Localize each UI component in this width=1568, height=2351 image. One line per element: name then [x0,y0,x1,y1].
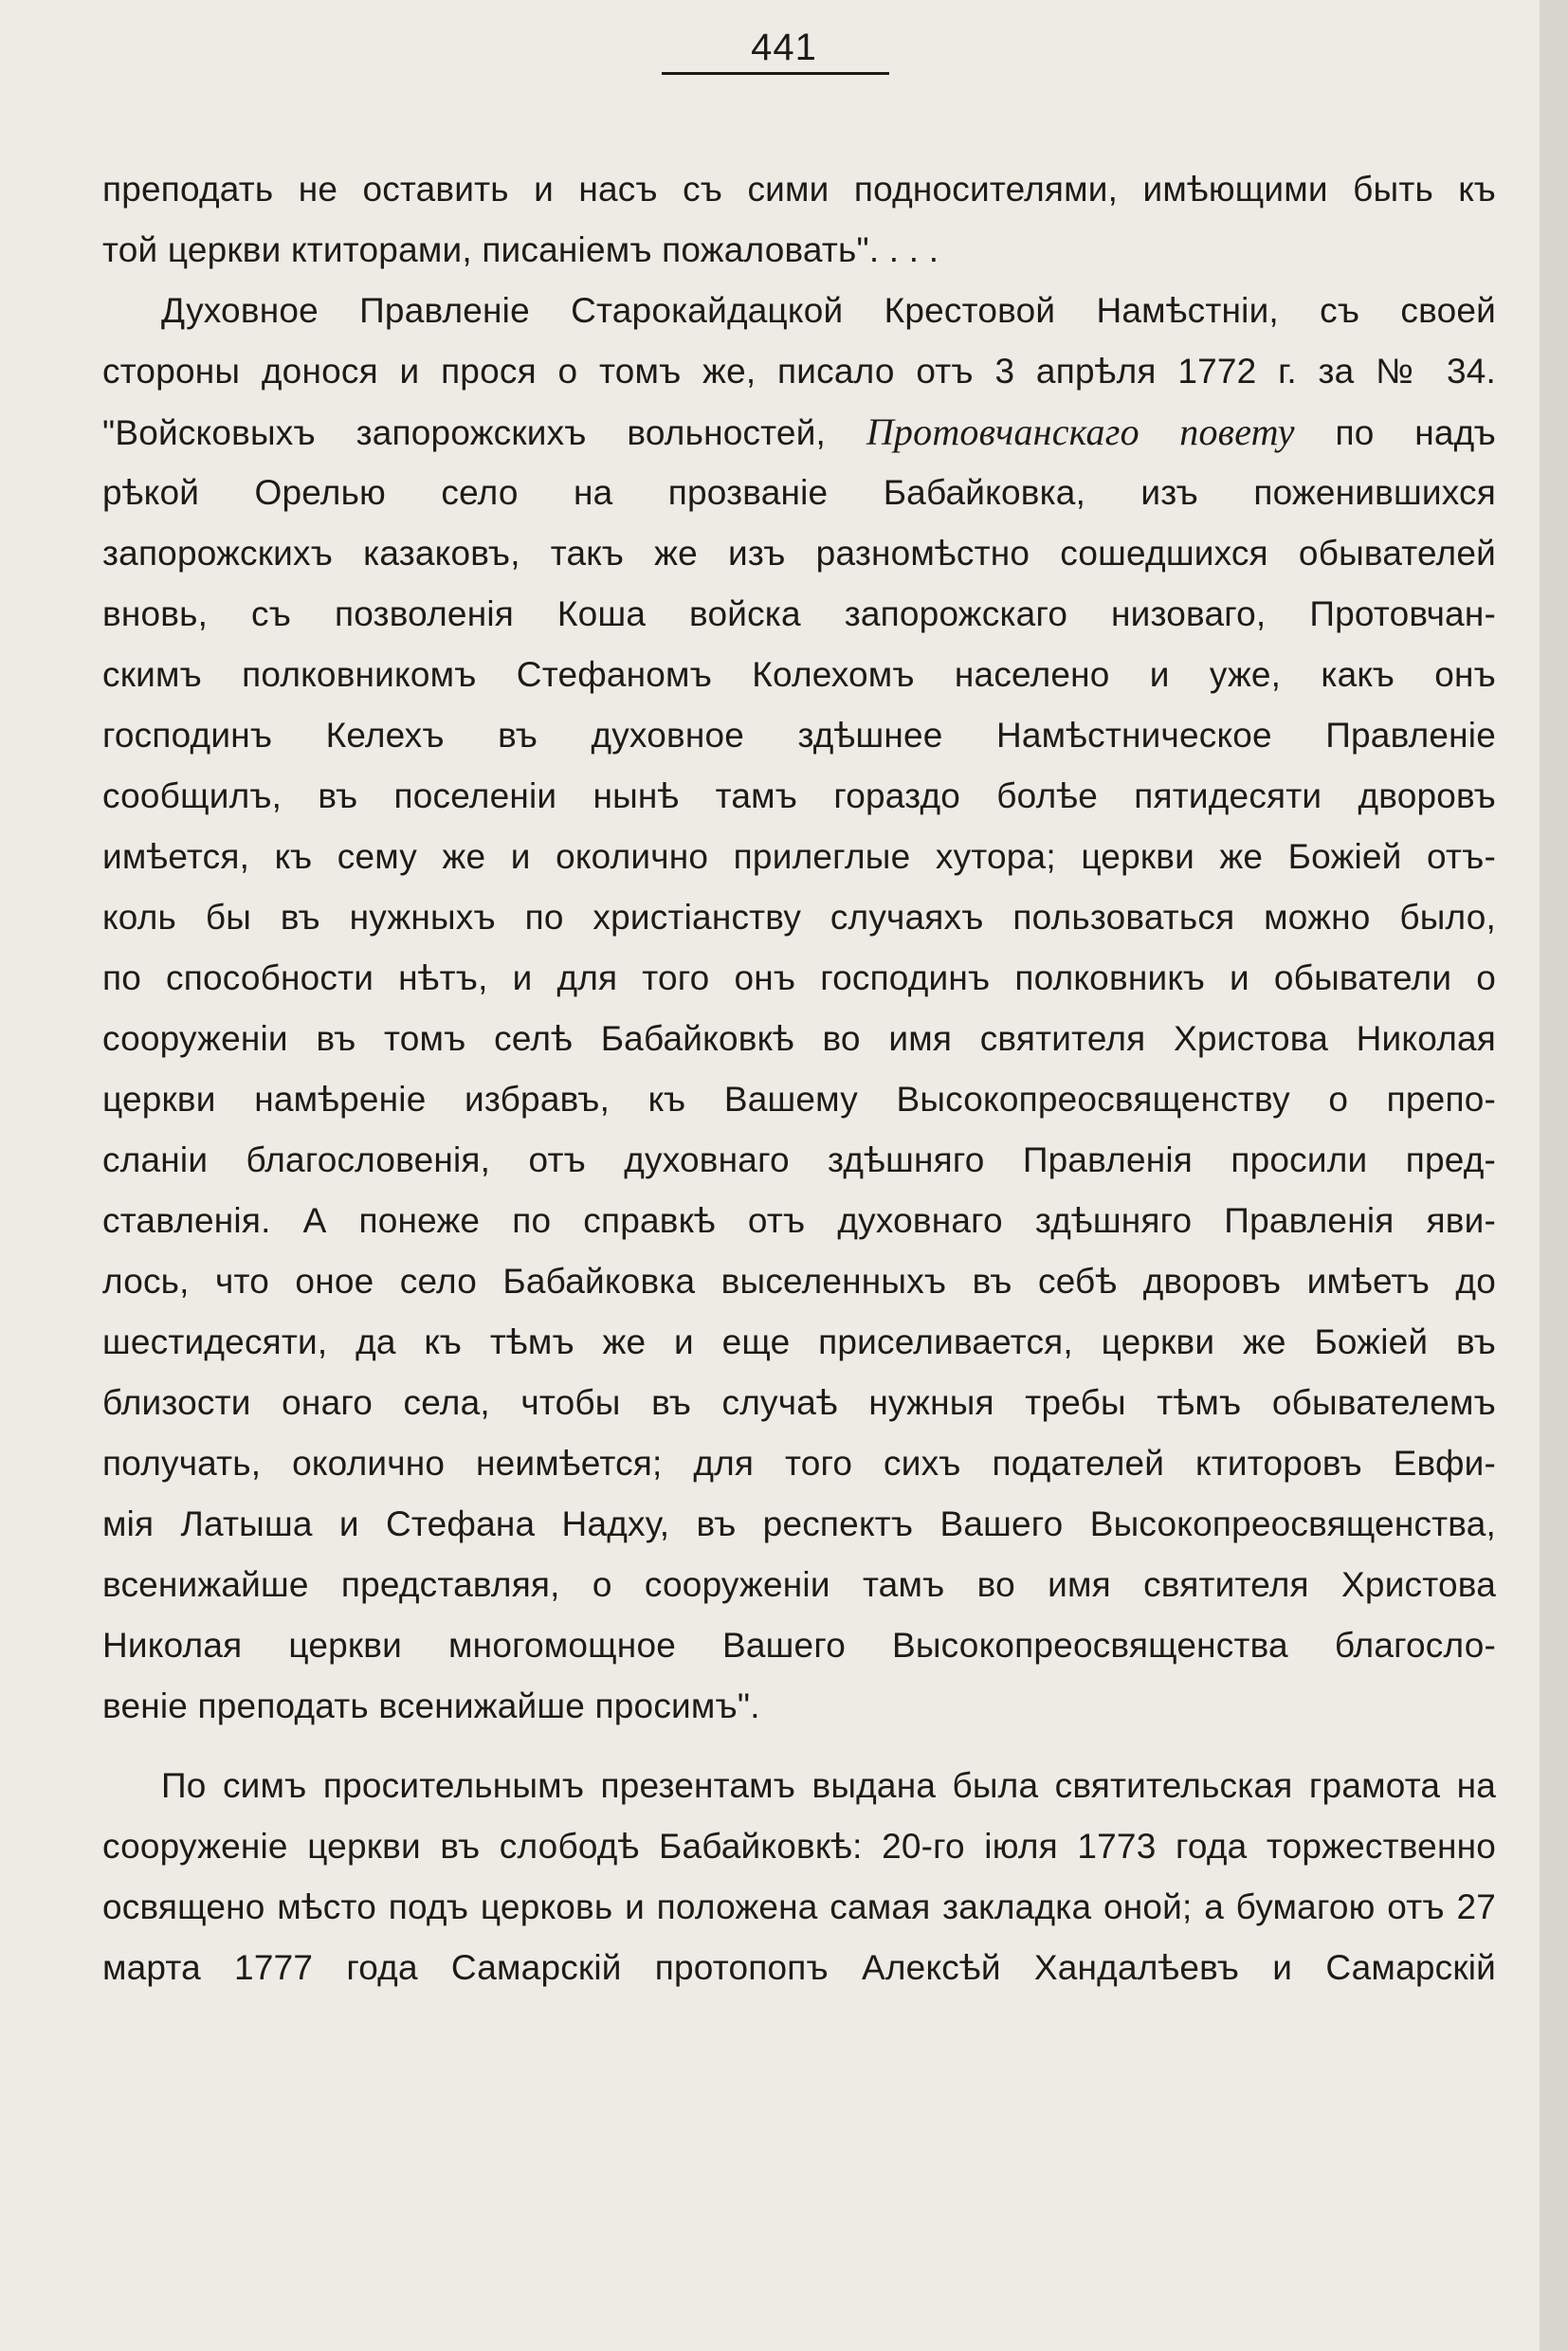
text-line: сообщилъ, въ поселеніи нынѣ тамъ гораздо болѣе пятидесяти дворовъ [102,776,1496,815]
text-line: той церкви ктиторами, писаніемъ пожаловать". . . . [102,230,939,269]
text-line: сооруженіе церкви въ слободѣ Бабайковкѣ: 20-го іюля 1773 года торжественно [102,1827,1496,1866]
text-line: имѣется, къ сему же и околично прилеглые хутора; церкви же Божіей отъ- [102,837,1496,876]
paragraph-3 [102,1756,1496,1998]
text-line: близости онаго села, чтобы въ случаѣ нужныя требы тѣмъ обывателемъ [102,1383,1496,1422]
italic-phrase: Протовчанскаго повету [866,410,1295,453]
text-line: всенижайше представляя, о сооруженіи тамъ во имя святителя Христова [102,1565,1496,1604]
text-line: Николая церкви многомощное Вашего Высокопреосвященства благосло- [102,1626,1496,1665]
text-line: рѣкой Орелью село на прозваніе Бабайковка, изъ поженившихся [102,473,1496,512]
text-line: мія Латыша и Стефана Надху, въ респектъ Вашего Высокопреосвященства, [102,1504,1496,1543]
text-line: по способности нѣтъ, и для того онъ господинъ полковникъ и обыватели о [102,958,1496,997]
text-line: преподать не оставить и насъ съ сими подносителями, имѣющими быть къ [102,170,1496,209]
paragraph-2 [102,281,1496,1737]
body-text [102,159,1496,1998]
text-line: лось, что оное село Бабайковка выселенныхъ въ себѣ дворовъ имѣетъ до [102,1262,1496,1301]
text-line: скимъ полковникомъ Стефаномъ Колехомъ населено и уже, какъ онъ [102,655,1496,694]
text-line: веніе преподать всенижайше просимъ". [102,1686,760,1725]
text-line: ставленія. А понеже по справкѣ отъ духовнаго здѣшняго Правленія яви- [102,1201,1496,1240]
text-line: коль бы въ нужныхъ по христіанству случаяхъ пользоваться можно было, [102,898,1496,937]
text-line: стороны донося и прося о томъ же, писало отъ 3 апрѣля 1772 г. за № 34. [102,352,1496,391]
text-line: господинъ Келехъ въ духовное здѣшнее Намѣстническое Правленіе [102,716,1496,755]
text-line: освящено мѣсто подъ церковь и положена самая закладка оной; а бумагою отъ 27 [102,1887,1496,1926]
text-line: сланіи благословенія, отъ духовнаго здѣшняго Правленія просили пред- [102,1140,1496,1179]
paragraph-1 [102,159,1496,281]
text-segment: по надъ [1294,413,1496,452]
text-line-with-italic [102,402,1496,463]
text-line: сооруженіи въ томъ селѣ Бабайковкѣ во имя святителя Христова Николая [102,1019,1496,1058]
text-line: получать, околично неимѣется; для того сихъ подателей ктиторовъ Евфи- [102,1444,1496,1483]
text-line: марта 1777 года Самарскій протопопъ Алексѣй Хандалѣевъ и Самарскій [102,1948,1496,1987]
page-edge-shadow [1540,0,1568,2351]
page-number-rule [662,72,889,75]
text-line: Духовное Правленіе Старокайдацкой Крестовой Намѣстніи, съ своей [161,291,1496,330]
text-line: По симъ просительнымъ презентамъ выдана была святительская грамота на [161,1766,1496,1805]
text-line: запорожскихъ казаковъ, такъ же изъ разномѣстно сошедшихся обывателей [102,534,1496,573]
text-segment: "Войсковыхъ запорожскихъ вольностей, [102,413,827,452]
page-number: 441 [751,27,817,68]
text-line: церкви намѣреніе избравъ, къ Вашему Высокопреосвященству о препо- [102,1080,1496,1119]
text-line: вновь, съ позволенія Коша войска запорожскаго низоваго, Протовчан- [102,594,1496,633]
text-line: шестидесяти, да къ тѣмъ же и еще приселивается, церкви же Божіей въ [102,1322,1496,1361]
